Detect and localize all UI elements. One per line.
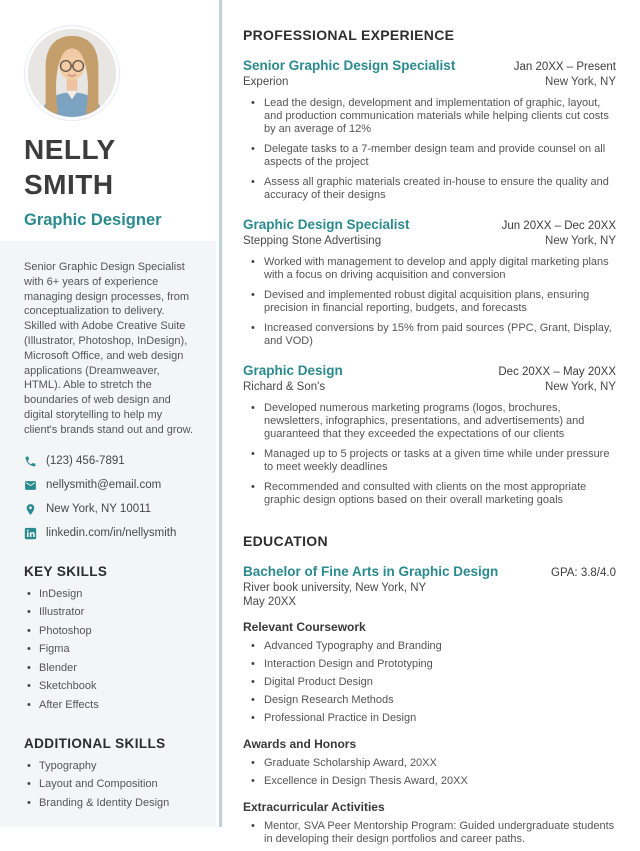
contact-email-value: nellysmith@email.com [46, 479, 162, 492]
award-item: • Excellence in Design Thesis Award, 20XX [243, 775, 616, 788]
job-location: New York, NY [545, 381, 616, 393]
contact-linkedin [24, 527, 198, 540]
coursework-item: • Advanced Typography and Branding [243, 640, 616, 653]
graduation-date: May 20XX [243, 596, 297, 608]
job-bullet: • Worked with management to develop and apply digital marketing plans with a focus on driving acquisition and conversion [243, 256, 616, 282]
main-column [243, 27, 616, 851]
job-bullet: • Delegate tasks to a 7-member design team and provide counsel on all aspects of the project [243, 143, 616, 169]
contact-phone-value: (123) 456-7891 [46, 455, 125, 468]
gpa-value: GPA: 3.8/4.0 [551, 567, 616, 579]
job-location: New York, NY [545, 235, 616, 247]
person-name-line1: NELLY [24, 134, 116, 165]
skill-item: • Layout and Composition [24, 778, 198, 791]
job-bullet: • Recommended and consulted with clients on the most appropriate graphic design options based on their overall marketing goals [243, 481, 616, 507]
degree-title: Bachelor of Fine Arts in Graphic Design [243, 564, 499, 579]
coursework-item: • Interaction Design and Prototyping [243, 658, 616, 671]
job-entry [243, 58, 616, 202]
job-company: Stepping Stone Advertising [243, 235, 382, 247]
job-entry [243, 217, 616, 348]
awards-list [243, 757, 616, 788]
skill-item: • After Effects [24, 699, 198, 712]
skill-item: • Photoshop [24, 625, 198, 638]
job-bullet: • Managed up to 5 projects or tasks at a given time while under pressure to meet weekly deadlines [243, 448, 616, 474]
location-pin-icon [24, 503, 37, 516]
summary-text: Senior Graphic Design Specialist with 6+ years of experience managing design processes, from conceptualization to delivery. Skilled with Adobe Creative Suite (Illustrator, Photoshop, InDesign), Microsoft Office, and web design applications (Dreamweaver, HTML). Able to stretch the boundaries of web design and digital storytelling to help my client's brands stand out and grow. [24, 261, 194, 436]
skill-item: • Branding & Identity Design [24, 797, 198, 810]
contact-email [24, 479, 198, 492]
sidebar-details [0, 241, 216, 827]
extracurricular-list [243, 820, 616, 846]
job-bullet: • Devised and implemented robust digital acquisition plans, ensuring precision in financial reporting, budgets, and forecasts [243, 289, 616, 315]
job-bullet: • Assess all graphic materials created in-house to ensure the quality and accuracy of their designs [243, 176, 616, 202]
job-dates: Jan 20XX – Present [513, 61, 616, 73]
skill-item: • Blender [24, 662, 198, 675]
job-bullet-list [243, 97, 616, 202]
job-bullet-list [243, 256, 616, 348]
skill-item: • InDesign [24, 588, 198, 601]
skill-item: • Figma [24, 643, 198, 656]
job-title: Senior Graphic Design Specialist [243, 58, 456, 73]
coursework-item: • Design Research Methods [243, 694, 616, 707]
profile-photo [25, 26, 119, 120]
education-section-heading: EDUCATION [243, 533, 328, 549]
key-skills-heading: KEY SKILLS [24, 563, 108, 579]
job-title: Graphic Design [243, 363, 343, 378]
key-skills-list [24, 588, 198, 712]
contact-list [24, 455, 198, 540]
job-title: Graphic Design Specialist [243, 217, 410, 232]
job-bullet: • Developed numerous marketing programs (logos, brochures, newsletters, infographics, presentations, and advertisements) and guaranteed that they exceeded the expectations of our clients [243, 402, 616, 441]
contact-location-value: New York, NY 10011 [46, 503, 152, 516]
contact-linkedin-value: linkedin.com/in/nellysmith [46, 527, 177, 540]
contact-phone [24, 455, 198, 468]
coursework-list [243, 640, 616, 725]
additional-skills-list [24, 760, 198, 810]
skill-item: • Illustrator [24, 606, 198, 619]
sidebar-header [0, 0, 219, 241]
avatar-illustration [28, 29, 116, 117]
person-job-title: Graphic Designer [24, 211, 162, 229]
email-icon [24, 479, 37, 492]
job-bullet: • Lead the design, development and implementation of graphic, layout, and production communication materials while helping clients cut costs by an average of 12% [243, 97, 616, 136]
skill-item: • Sketchbook [24, 680, 198, 693]
coursework-item: • Digital Product Design [243, 676, 616, 689]
job-company: Experion [243, 76, 289, 88]
award-item: • Graduate Scholarship Award, 20XX [243, 757, 616, 770]
phone-icon [24, 455, 37, 468]
person-name [24, 132, 199, 202]
person-name-line2: SMITH [24, 169, 114, 200]
linkedin-icon [24, 527, 37, 540]
awards-heading: Awards and Honors [243, 737, 357, 751]
job-entry [243, 363, 616, 507]
contact-location [24, 503, 198, 516]
job-dates: Jun 20XX – Dec 20XX [501, 220, 616, 232]
column-divider [219, 0, 222, 827]
sidebar [0, 0, 219, 827]
education-entry [243, 564, 616, 846]
coursework-heading: Relevant Coursework [243, 620, 366, 634]
job-location: New York, NY [545, 76, 616, 88]
job-bullet: • Increased conversions by 15% from paid sources (PPC, Grant, Display, and VOD) [243, 322, 616, 348]
extracurricular-item: • Mentor, SVA Peer Mentorship Program: Guided undergraduate students in developing their design portfolios and career paths. [243, 820, 616, 846]
job-bullet-list [243, 402, 616, 507]
job-company: Richard & Son's [243, 381, 326, 393]
coursework-item: • Professional Practice in Design [243, 712, 616, 725]
additional-skills-heading: ADDITIONAL SKILLS [24, 735, 166, 751]
job-dates: Dec 20XX – May 20XX [498, 366, 616, 378]
school-name: River book university, New York, NY [243, 582, 427, 594]
skill-item: • Typography [24, 760, 198, 773]
extracurricular-heading: Extracurricular Activities [243, 800, 385, 814]
experience-section-heading: PROFESSIONAL EXPERIENCE [243, 27, 455, 43]
